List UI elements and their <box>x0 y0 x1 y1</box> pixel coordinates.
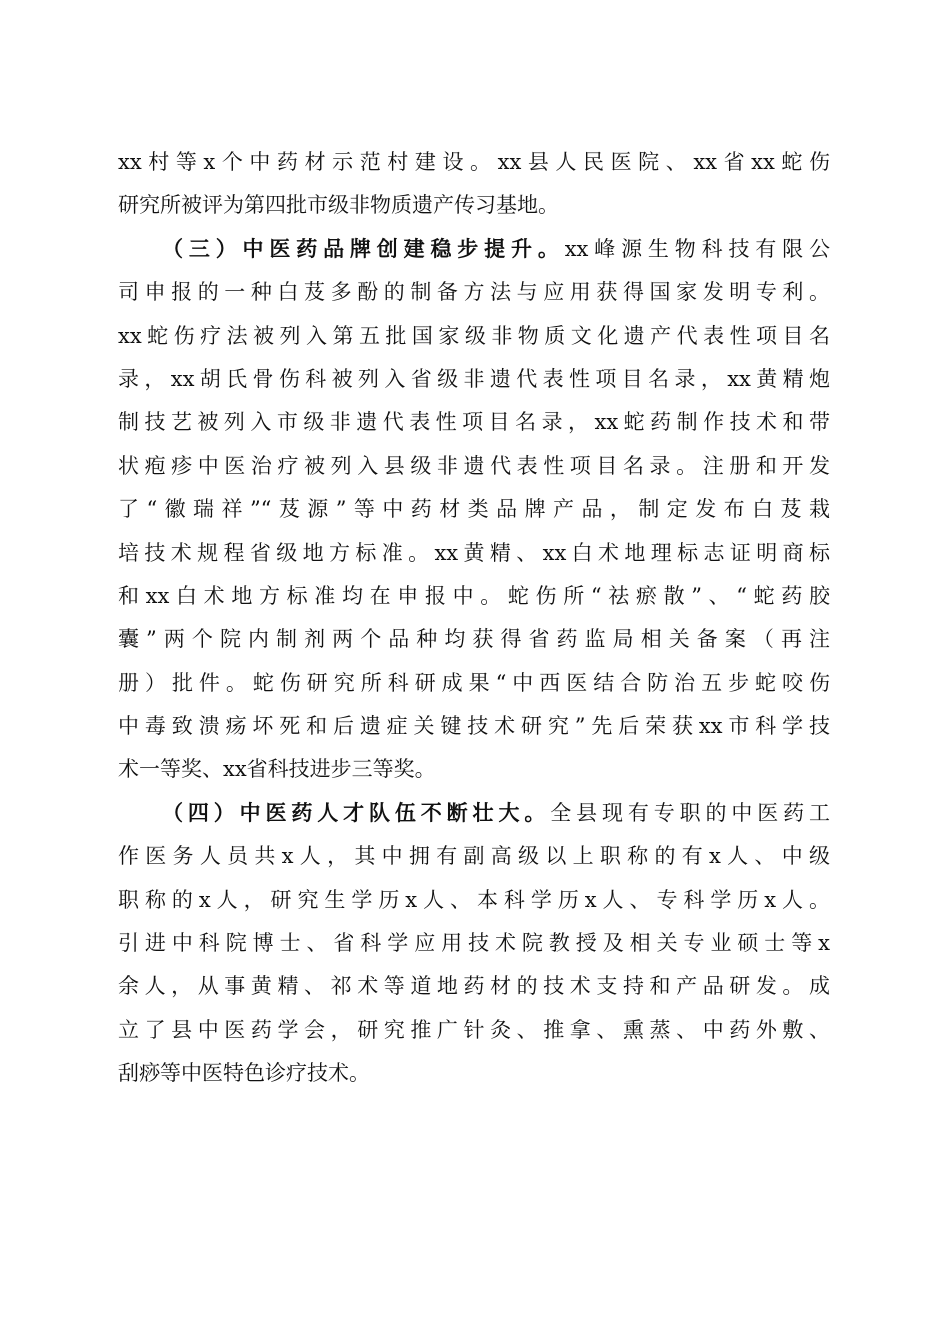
paragraph-first-line <box>118 228 830 271</box>
text-line: 术一等奖、xx省科技进步三等奖。 <box>118 757 436 782</box>
text-run: 全县现有专职的中医药工 <box>550 800 831 825</box>
text-line: 状疱疹中医治疗被列入县级非遗代表性项目名录。注册和开发 <box>118 453 830 478</box>
text-line: 研究所被评为第四批市级非物质遗产传习基地。 <box>118 193 559 218</box>
text-line: 引进中科院博士、省科学应用技术院教授及相关专业硕士等x <box>118 931 830 956</box>
text-line: 立了县中医药学会，研究推广针灸、推拿、熏蒸、中药外敷、 <box>118 1017 830 1042</box>
paragraph-2 <box>118 228 830 792</box>
section-heading: （四）中医药人才队伍不断壮大。 <box>162 800 551 825</box>
text-line: 司申报的一种白芨多酚的制备方法与应用获得国家发明专利。 <box>118 280 830 305</box>
text-line: 职称的x人，研究生学历x人、本科学历x人、专科学历x人。 <box>118 887 830 912</box>
text-line: 和xx白术地方标准均在申报中。蛇伤所“祛瘀散”、“蛇药胶 <box>118 583 830 608</box>
paragraph-first-line <box>118 792 830 835</box>
document-body <box>118 141 830 1096</box>
section-heading: （三）中医药品牌创建稳步提升。 <box>162 236 565 261</box>
text-line: 中毒致溃疡坏死和后遗症关键技术研究”先后荣获xx市科学技 <box>118 714 830 739</box>
text-line: xx村等x个中药材示范村建设。xx县人民医院、xx省xx蛇伤 <box>118 150 830 174</box>
text-line: 余人，从事黄精、祁术等道地药材的技术支持和产品研发。成 <box>118 974 830 999</box>
text-line: 了“徽瑞祥”“芨源”等中药材类品牌产品，制定发布白芨栽 <box>118 497 830 522</box>
text-line: 培技术规程省级地方标准。xx黄精、xx白术地理标志证明商标 <box>118 540 830 565</box>
text-line: xx蛇伤疗法被列入第五批国家级非物质文化遗产代表性项目名 <box>118 323 830 348</box>
text-line: 册）批件。蛇伤研究所科研成果“中西医结合防治五步蛇咬伤 <box>118 670 830 695</box>
text-line: 制技艺被列入市级非遗代表性项目名录，xx蛇药制作技术和带 <box>118 410 830 435</box>
text-line: 作医务人员共x人，其中拥有副高级以上职称的有x人、中级 <box>118 844 830 869</box>
paragraph-3 <box>118 792 830 1096</box>
text-line: 刮痧等中医特色诊疗技术。 <box>118 1061 370 1086</box>
text-line: 囊”两个院内制剂两个品种均获得省药监局相关备案（再注 <box>118 627 830 652</box>
paragraph-1 <box>118 141 830 228</box>
text-line: 录，xx胡氏骨伤科被列入省级非遗代表性项目名录，xx黄精炮 <box>118 366 830 391</box>
text-run: xx峰源生物科技有限公 <box>564 236 831 261</box>
